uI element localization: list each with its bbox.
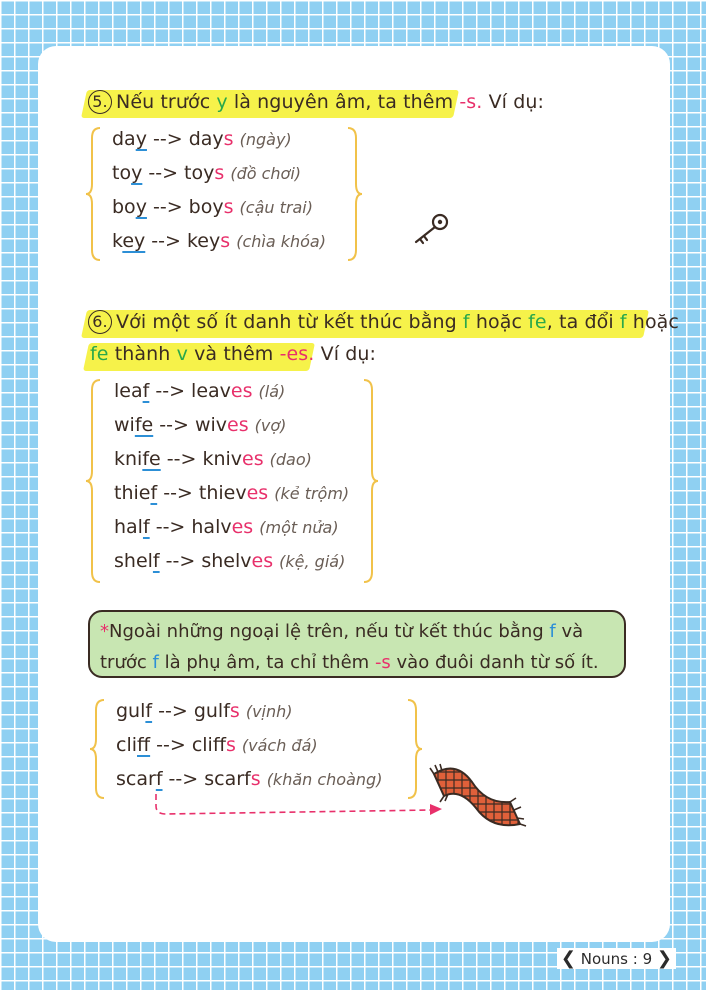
rule6-left-brace xyxy=(84,378,104,584)
rule5-heading: 5. Nếu trước y là nguyên âm, ta thêm -s. Ví dụ: xyxy=(88,90,544,114)
rule6-right-brace xyxy=(360,378,380,584)
rule5-number: 5. xyxy=(88,90,112,114)
example-row: thief --> thieves (kẻ trộm) xyxy=(114,482,350,504)
scarf-icon xyxy=(426,760,530,844)
rule6-number: 6. xyxy=(88,310,112,334)
example-row: gulf --> gulfs (vịnh) xyxy=(116,700,293,722)
exception-note: *Ngoài những ngoại lệ trên, nếu từ kết thúc bằng f và trước f là phụ âm, ta chỉ thêm -s vào đuôi danh từ số ít. xyxy=(88,610,626,678)
example-row: boy --> boys (cậu trai) xyxy=(112,196,313,218)
rule5-right-brace xyxy=(344,126,364,262)
chevron-right-icon: ❯ xyxy=(656,948,672,969)
example-row: half --> halves (một nửa) xyxy=(114,516,339,538)
rule6-heading-line2: fe thành v và thêm -es. Ví dụ: xyxy=(90,343,377,365)
example-row: shelf --> shelves (kệ, giá) xyxy=(114,550,346,572)
example-row: cliff --> cliffs (vách đá) xyxy=(116,734,318,756)
rule7-left-brace xyxy=(88,698,108,800)
example-row: knife --> knives (dao) xyxy=(114,448,312,470)
example-row: toy --> toys (đồ chơi) xyxy=(112,162,302,184)
rule6-heading-line1: 6. Với một số ít danh từ kết thúc bằng f hoặc fe, ta đổi f hoặc xyxy=(88,310,679,334)
dashed-arrow xyxy=(150,792,450,824)
page-footer xyxy=(557,948,676,969)
example-row: wife --> wives (vợ) xyxy=(114,414,287,436)
rule7-right-brace xyxy=(404,698,424,800)
example-row: day --> days (ngày) xyxy=(112,128,292,150)
example-row: scarf --> scarfs (khăn choàng) xyxy=(116,768,383,790)
page-label: Nouns : 9 xyxy=(580,950,653,968)
example-row: leaf --> leaves (lá) xyxy=(114,380,286,402)
rule5-left-brace xyxy=(84,126,104,262)
key-icon xyxy=(410,210,452,248)
chevron-left-icon: ❮ xyxy=(560,948,576,969)
example-row: key --> keys (chìa khóa) xyxy=(112,230,326,252)
